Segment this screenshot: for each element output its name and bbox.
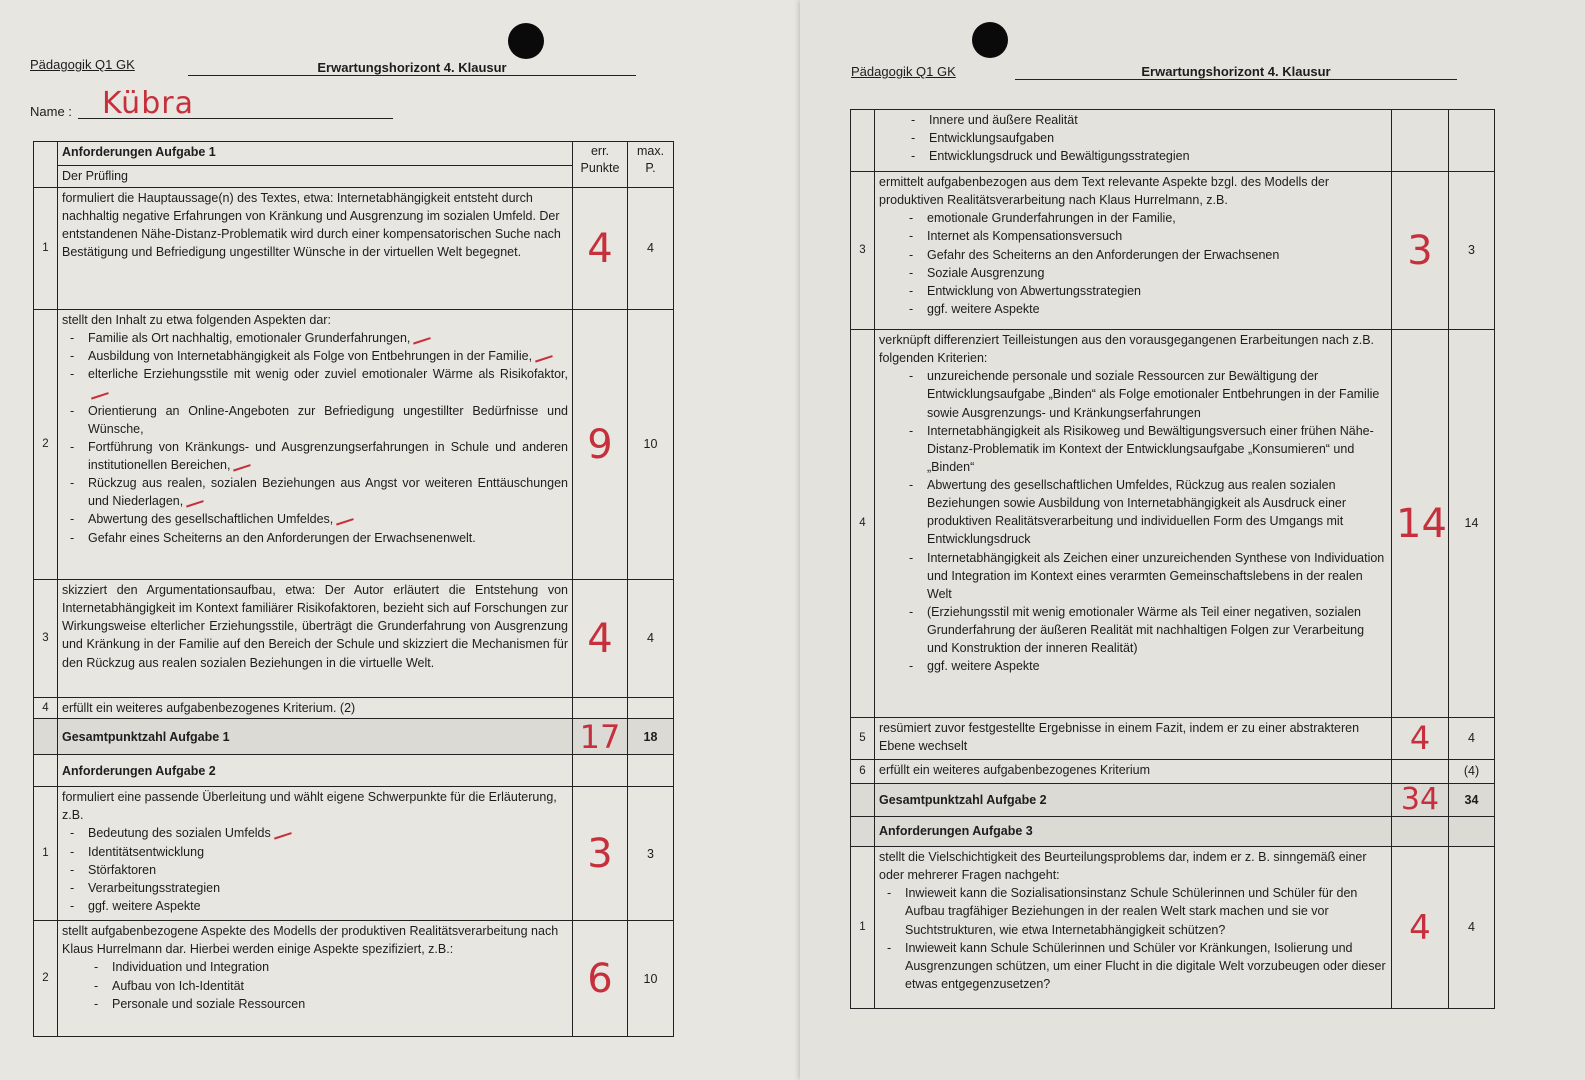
handwritten-points: 4 bbox=[1409, 907, 1431, 948]
list-item: - (Erziehungsstil mit wenig emotionaler Wärme als Teil einer negativen, sozialen Grunderfahrung der äußeren Realität mit nachhaltigen Folgen zur Verarbeitung und Konstruktion der inneren Realität) bbox=[927, 603, 1387, 657]
row-number: 4 bbox=[34, 698, 58, 719]
criterion-cell bbox=[58, 921, 573, 1037]
list-item-text: Fortführung von Kränkungs- und Ausgrenzungserfahrungen in Schule und anderen institutionellen Bereichen, bbox=[88, 439, 568, 472]
blank-cell bbox=[851, 784, 875, 817]
row-number: 3 bbox=[851, 172, 875, 330]
list-item: - Entwicklung von Abwertungsstrategien bbox=[927, 282, 1387, 300]
check-mark bbox=[232, 458, 252, 471]
list-item-text: Orientierung an Online-Angeboten zur Befriedigung ungestillter Bedürfnisse und Wünsche, bbox=[88, 403, 568, 436]
row-number: 2 bbox=[34, 310, 58, 580]
max-points: 4 bbox=[1449, 847, 1495, 1009]
criterion-text: skizziert den Argumentationsaufbau, etwa: Der Autor erläutert die Entstehung von Internetabhängigkeit im Kontext familiärer Risikofaktoren, bezieht sich auf Forschungen zur Wirkungsweise elterlicher Erziehungsstile, überträgt die Grunderfahrung von Ausgrenzung und Kränkung in der Familie auf den Bereich der Schule und skizziert die Mechanismen für den Rückzug aus realen sozialen Beziehungen in die virtuelle Welt. bbox=[58, 580, 573, 698]
list-item bbox=[88, 329, 568, 347]
awarded-points bbox=[1392, 330, 1449, 718]
list-item bbox=[88, 474, 568, 510]
blank-cell bbox=[573, 755, 628, 787]
row-number: 3 bbox=[34, 580, 58, 698]
list-item bbox=[88, 824, 568, 842]
row-number: 1 bbox=[34, 188, 58, 310]
list-item-text: Rückzug aus realen, sozialen Beziehungen aus Angst vor weiteren Enttäuschungen und Niederlagen, bbox=[88, 476, 568, 509]
list-item bbox=[88, 402, 568, 438]
handwritten-total: 34 bbox=[1400, 782, 1440, 817]
list-item: - ggf. weitere Aspekte bbox=[88, 897, 568, 915]
blank-cell bbox=[34, 755, 58, 787]
criterion-text: formuliert die Hauptaussage(n) des Textes, etwa: Internetabhängigkeit entsteht durch nachhaltig negative Erfahrungen von Kränkung und Ausgrenzung im sozialen Umfeld. Der entstandenen Nähe-Distanz-Problematik wird durch einer kompensatorischen Suche nach Bestätigung und Befriedigung ungestillter Wünsche in der virtuellen Welt begegnet. bbox=[58, 188, 573, 310]
examinee-heading: Der Prüfling bbox=[58, 166, 573, 188]
list-item-text: Familie als Ort nachhaltig, emotionaler Grunderfahrungen, bbox=[88, 331, 411, 346]
total-label: Gesamtpunktzahl Aufgabe 2 bbox=[875, 784, 1392, 817]
blank-cell bbox=[1392, 110, 1449, 172]
list-item-text: Bedeutung des sozialen Umfelds bbox=[88, 826, 271, 841]
list-item-text: Abwertung des gesellschaftlichen Umfeldes, bbox=[88, 512, 334, 527]
awarded-points bbox=[573, 188, 628, 310]
handwritten-total: 17 bbox=[579, 717, 621, 756]
list-item: - Inwieweit kann Schule Schülerinnen und Schüler vor Kränkungen, Isolierung und Ausgrenzungen schützen, um einer Flucht in die digitale Welt vorzubeugen oder dieser etwas entgegenzusetzen? bbox=[905, 939, 1387, 993]
criterion-list bbox=[879, 111, 1387, 165]
blank-cell bbox=[851, 817, 875, 847]
list-item: - Internet als Kompensationsversuch bbox=[927, 227, 1387, 245]
awarded-points bbox=[573, 580, 628, 698]
criterion-list bbox=[62, 329, 568, 547]
list-item: - Verarbeitungsstrategien bbox=[88, 879, 568, 897]
max-points: 4 bbox=[1449, 718, 1495, 760]
blank-cell bbox=[34, 719, 58, 755]
max-points: 14 bbox=[1449, 330, 1495, 718]
blank-cell bbox=[851, 110, 875, 172]
row-number: 1 bbox=[34, 787, 58, 921]
row-number: 2 bbox=[34, 921, 58, 1037]
document-title: Erwartungshorizont 4. Klausur bbox=[1015, 64, 1457, 80]
awarded-points bbox=[573, 698, 628, 719]
list-item: - unzureichende personale und soziale Ressourcen zur Bewältigung der Entwicklungsaufgabe „Binden“ als Folge emotionaler Entbehrungen in der Familie sowie Ausgrenzungs- und Kränkungserfahrungen bbox=[927, 367, 1387, 421]
criterion-cell bbox=[875, 110, 1392, 172]
max-points: 10 bbox=[628, 310, 674, 580]
check-mark bbox=[533, 350, 553, 363]
max-total: 34 bbox=[1449, 784, 1495, 817]
criterion-list bbox=[879, 367, 1387, 675]
task2-heading: Anforderungen Aufgabe 2 bbox=[58, 755, 573, 787]
row-number: 6 bbox=[851, 760, 875, 784]
handwritten-points: 4 bbox=[587, 225, 613, 272]
criterion-intro: stellt aufgabenbezogene Aspekte des Modells der produktiven Realitätsverarbeitung nach Klaus Hurrelmann dar. Hierbei werden einige Aspekte spezifiziert, z.B.: bbox=[62, 924, 559, 957]
subject-header: Pädagogik Q1 GK bbox=[851, 64, 956, 79]
max-points: 3 bbox=[628, 787, 674, 921]
criterion-cell bbox=[58, 787, 573, 921]
check-mark bbox=[89, 386, 109, 399]
handwritten-points: 3 bbox=[1407, 227, 1433, 274]
max-points: 10 bbox=[628, 921, 674, 1037]
row-number: 4 bbox=[851, 330, 875, 718]
subject-header: Pädagogik Q1 GK bbox=[30, 57, 135, 72]
list-item: - Internetabhängigkeit als Zeichen einer unzureichenden Synthese von Individuation und Integration im Kontext eines verarmten Gemeinschaftslebens in der realen Welt bbox=[927, 549, 1387, 603]
criterion-intro: formuliert eine passende Überleitung und wählt eigene Schwerpunkte für die Erläuterung, z.B. bbox=[62, 790, 557, 823]
err-points-heading: err. Punkte bbox=[573, 142, 628, 188]
awarded-points bbox=[1392, 718, 1449, 760]
list-item: - Störfaktoren bbox=[88, 861, 568, 879]
list-item: - Aufbau von Ich-Identität bbox=[112, 977, 568, 995]
max-points bbox=[628, 698, 674, 719]
punch-hole bbox=[508, 23, 544, 59]
criterion-list bbox=[62, 958, 568, 1012]
list-item: - Inwieweit kann die Sozialisationsinstanz Schule Schülerinnen und Schüler für den Aufbau tragfähiger Beziehungen in der realen Welt stark machen und sie vor Suchtstrukturen, wie etwa Internetabhängigkeit schützen? bbox=[905, 884, 1387, 938]
awarded-total bbox=[1392, 784, 1449, 817]
check-mark bbox=[272, 827, 292, 840]
max-points: 3 bbox=[1449, 172, 1495, 330]
list-item-text: elterliche Erziehungsstile mit wenig oder zuviel emotionaler Wärme als Risikofaktor, bbox=[88, 367, 568, 382]
list-item: - Personale und soziale Ressourcen bbox=[112, 995, 568, 1013]
blank-cell bbox=[628, 755, 674, 787]
criterion-cell bbox=[875, 172, 1392, 330]
handwritten-points: 9 bbox=[587, 421, 613, 468]
criterion-intro: ermittelt aufgabenbezogen aus dem Text relevante Aspekte bzgl. des Modells der produktiven Realitätsverarbeitung nach Klaus Hurrelmann, z.B. bbox=[879, 175, 1330, 208]
list-item bbox=[88, 438, 568, 474]
task1-heading: Anforderungen Aufgabe 1 bbox=[58, 142, 573, 166]
list-item: - ggf. weitere Aspekte bbox=[927, 657, 1387, 675]
handwritten-points: 6 bbox=[587, 955, 613, 1002]
check-mark bbox=[184, 495, 204, 508]
row-number: 1 bbox=[851, 847, 875, 1009]
awarded-points bbox=[1392, 847, 1449, 1009]
document-title: Erwartungshorizont 4. Klausur bbox=[188, 60, 636, 76]
awarded-points bbox=[1392, 172, 1449, 330]
check-mark bbox=[334, 513, 354, 526]
list-item bbox=[88, 365, 568, 401]
list-item: - Abwertung des gesellschaftlichen Umfeldes, Rückzug aus realen sozialen Beziehungen sowie Ausbildung von Internetabhängigkeit als Ausdruck einer produktiven Realitätsverarbeitung und individuellen Form des Umgangs mit Entwicklungsdruck bbox=[927, 476, 1387, 549]
list-item bbox=[88, 529, 568, 547]
criterion-cell bbox=[58, 310, 573, 580]
criterion-text: resümiert zuvor festgestellte Ergebnisse in einem Fazit, indem er zu einer abstrakteren Ebene wechselt bbox=[875, 718, 1392, 760]
right-sheet bbox=[800, 0, 1585, 1080]
list-item: - emotionale Grunderfahrungen in der Familie, bbox=[927, 209, 1387, 227]
handwritten-points: 3 bbox=[587, 830, 613, 877]
handwritten-points: 4 bbox=[1409, 719, 1431, 758]
list-item: - Individuation und Integration bbox=[112, 958, 568, 976]
blank-cell bbox=[1449, 110, 1495, 172]
awarded-points bbox=[573, 787, 628, 921]
list-item bbox=[88, 510, 568, 528]
handwritten-points: 14 bbox=[1396, 500, 1447, 547]
handwritten-points: 4 bbox=[587, 615, 613, 662]
criterion-text: erfüllt ein weiteres aufgabenbezogenes Kriterium bbox=[875, 760, 1392, 784]
awarded-points bbox=[1392, 760, 1449, 784]
max-points: 4 bbox=[628, 580, 674, 698]
list-item: - Soziale Ausgrenzung bbox=[927, 264, 1387, 282]
criterion-intro: stellt den Inhalt zu etwa folgenden Aspekten dar: bbox=[62, 313, 331, 327]
check-mark bbox=[412, 332, 432, 345]
punch-hole bbox=[972, 22, 1008, 58]
max-points: (4) bbox=[1449, 760, 1495, 784]
criterion-list bbox=[879, 209, 1387, 318]
blank-cell bbox=[34, 142, 58, 188]
awarded-points bbox=[573, 310, 628, 580]
list-item: - Identitätsentwicklung bbox=[88, 843, 568, 861]
task3-heading: Anforderungen Aufgabe 3 bbox=[875, 817, 1392, 847]
max-points: 4 bbox=[628, 188, 674, 310]
criterion-text: erfüllt ein weiteres aufgabenbezogenes Kriterium. (2) bbox=[58, 698, 573, 719]
student-name-handwritten: Kübra bbox=[102, 86, 194, 121]
list-item: - ggf. weitere Aspekte bbox=[927, 300, 1387, 318]
criterion-cell bbox=[875, 847, 1392, 1009]
list-item bbox=[88, 347, 568, 365]
list-item: - Innere und äußere Realität bbox=[929, 111, 1387, 129]
max-points-heading: max. P. bbox=[628, 142, 674, 188]
list-item: - Entwicklungsaufgaben bbox=[929, 129, 1387, 147]
grading-table-right bbox=[850, 109, 1495, 1009]
awarded-total bbox=[573, 719, 628, 755]
grading-table-left bbox=[33, 141, 674, 1037]
name-label: Name : bbox=[30, 104, 72, 119]
total-label: Gesamtpunktzahl Aufgabe 1 bbox=[58, 719, 573, 755]
row-number: 5 bbox=[851, 718, 875, 760]
list-item: - Entwicklungsdruck und Bewältigungsstrategien bbox=[929, 147, 1387, 165]
criterion-list bbox=[62, 824, 568, 915]
list-item-text: Ausbildung von Internetabhängigkeit als Folge von Entbehrungen in der Familie, bbox=[88, 349, 533, 364]
list-item: - Gefahr des Scheiterns an den Anforderungen der Erwachsenen bbox=[927, 246, 1387, 264]
blank-cell bbox=[1392, 817, 1449, 847]
max-total: 18 bbox=[628, 719, 674, 755]
criterion-intro: stellt die Vielschichtigkeit des Beurteilungsproblems dar, indem er z. B. sinngemäß einer oder mehrerer Fragen nachgeht: bbox=[879, 850, 1367, 883]
criterion-intro: verknüpft differenziert Teilleistungen aus den vorausgegangenen Erarbeitungen nach z.B. folgenden Kriterien: bbox=[879, 333, 1375, 366]
list-item: - Internetabhängigkeit als Risikoweg und Bewältigungsversuch einer frühen Nähe-Distanz-Problematik im Kontext der Entwicklungsaufgabe „Konsumieren“ und „Binden“ bbox=[927, 422, 1387, 476]
blank-cell bbox=[1449, 817, 1495, 847]
criterion-cell bbox=[875, 330, 1392, 718]
awarded-points bbox=[573, 921, 628, 1037]
list-item-text: Gefahr eines Scheiterns an den Anforderungen der Erwachsenenwelt. bbox=[88, 530, 476, 545]
criterion-list bbox=[879, 884, 1387, 993]
